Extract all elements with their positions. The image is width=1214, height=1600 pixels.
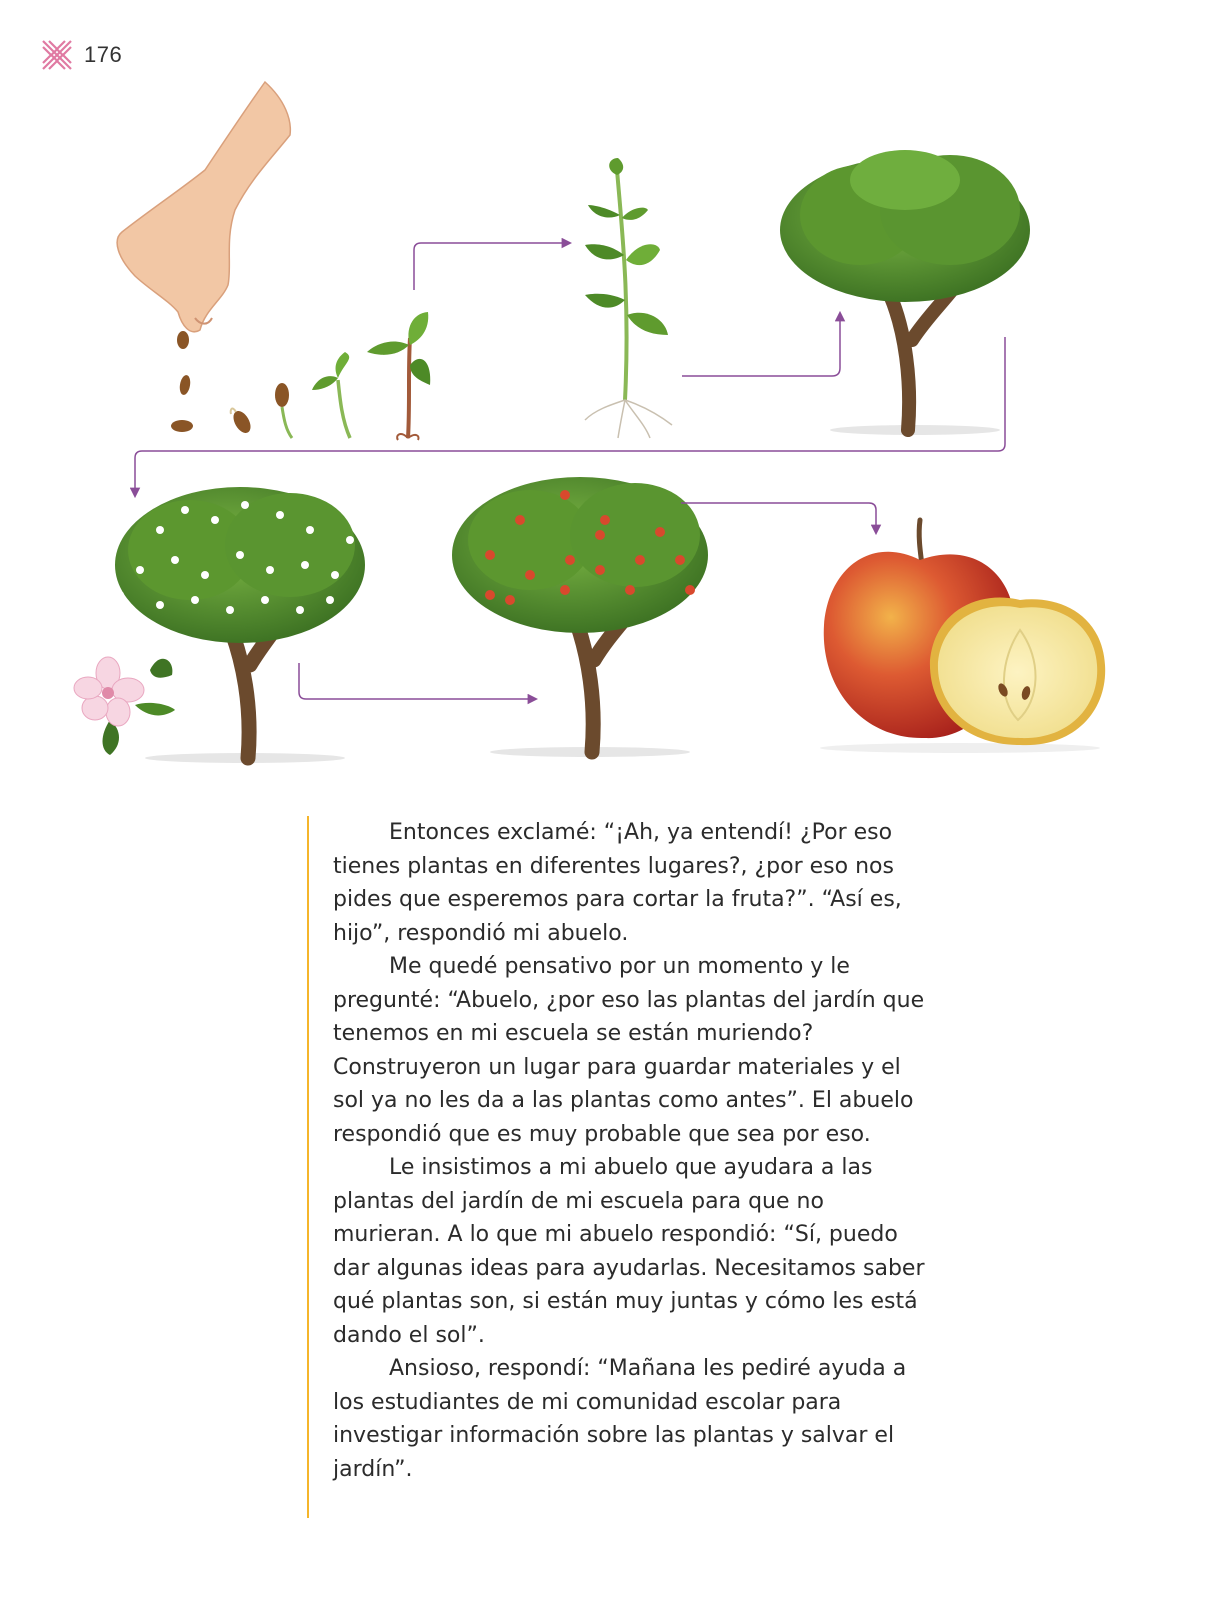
arrow-plant-to-tree xyxy=(682,313,840,376)
arrow-tree-to-flowering xyxy=(135,337,1005,496)
paragraph-3: Le insistimos a mi abuelo que ayudara a las plantas del jardín de mi escuela para que no murieran. A lo que mi abuelo respondió: “Sí, puedo dar algunas ideas para ayudarlas. Necesitamos saber qué plantas son, si están muy juntas y cómo les está dando el sol”. xyxy=(333,1155,925,1348)
seed-icon xyxy=(171,374,193,432)
sprout-icon xyxy=(312,352,350,438)
arrow-flowering-to-fruit xyxy=(299,663,536,699)
paragraph-2: Me quedé pensativo por un momento y le pregunté: “Abuelo, ¿por eso las plantas del jardín que tenemos en mi escuela se están muriendo? Construyeron un lugar para guardar materiales y el sol ya no les da a las plantas como antes”. El abuelo respondió que es muy probable que sea por eso. xyxy=(333,954,925,1147)
paragraph-4: Ansioso, respondí: “Mañana les pediré ayuda a los estudiantes de mi comunidad escolar para investigar información sobre las plantas y salvar el jardín”. xyxy=(333,1356,907,1482)
arrow-fruit-to-apple xyxy=(681,503,876,533)
story-text-column xyxy=(307,816,929,1518)
fruit-tree-icon xyxy=(452,477,708,757)
flowering-tree-icon xyxy=(115,487,365,763)
seedling-icon xyxy=(367,312,430,440)
apple-half-icon xyxy=(930,598,1105,746)
hand-with-seeds-icon xyxy=(117,82,290,349)
story-text xyxy=(333,816,929,1486)
arrow-seedling-to-plant xyxy=(414,243,570,290)
paragraph-1: Entonces exclamé: “¡Ah, ya entendí! ¿Por eso tienes plantas en diferentes lugares?, ¿por eso nos pides que esperemos para cortar la fruta?”. “Así es, hijo”, respondió mi abuelo. xyxy=(333,820,902,946)
page-number: 176 xyxy=(84,42,123,67)
young-plant-icon xyxy=(585,158,672,438)
germinating-seed-icon xyxy=(230,383,292,438)
tree-icon xyxy=(780,150,1030,435)
apple-blossom-icon xyxy=(74,657,175,755)
